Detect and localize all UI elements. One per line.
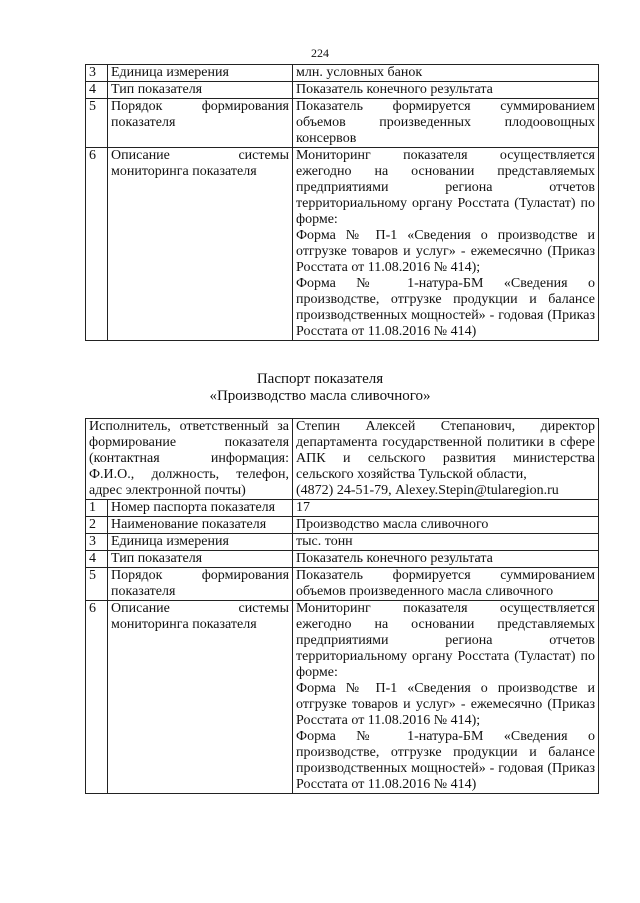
row-value: Показатель формируется суммированием объемов произведенного масла сливочного <box>293 568 599 601</box>
row-value: млн. условных банок <box>293 65 599 82</box>
row-label: Порядок формирования показателя <box>108 99 293 148</box>
page-number: 224 <box>311 46 329 60</box>
row-label: Описание системы мониторинга показателя <box>108 148 293 341</box>
row-value: Показатель конечного результата <box>293 551 599 568</box>
table-row <box>86 568 599 601</box>
row-number: 3 <box>86 534 108 551</box>
passport-heading <box>0 371 640 405</box>
table-row <box>86 65 599 82</box>
table-row <box>86 500 599 517</box>
table-row <box>86 517 599 534</box>
row-value: 17 <box>293 500 599 517</box>
row-label: Порядок формирования показателя <box>108 568 293 601</box>
row-label: Тип показателя <box>108 82 293 99</box>
row-number: 6 <box>86 601 108 794</box>
row-number: 3 <box>86 65 108 82</box>
row-number: 4 <box>86 82 108 99</box>
table-row <box>86 551 599 568</box>
indicator-passport-table <box>85 418 599 794</box>
executor-value: Степин Алексей Степанович, директор департамента государственной политики в сфере АПК и сельского развития министерства сельского хозяйства Тульской области, (4872) 24-51-79, Alexey.Stepin@tularegion.ru <box>293 419 599 500</box>
row-number: 2 <box>86 517 108 534</box>
passport-heading-line1: Паспорт показателя <box>256 371 384 387</box>
row-label: Описание системы мониторинга показателя <box>108 601 293 794</box>
row-label: Единица измерения <box>108 65 293 82</box>
row-value: Показатель формируется суммированием объемов произведенных плодоовощных консервов <box>293 99 599 148</box>
table-row <box>86 99 599 148</box>
row-label: Тип показателя <box>108 551 293 568</box>
passport-heading-line2: «Производство масла сливочного» <box>209 388 431 404</box>
row-label: Единица измерения <box>108 534 293 551</box>
executor-label: Исполнитель, ответственный за формирование показателя (контактная информация: Ф.И.О., должность, телефон, адрес электронной почты) <box>86 419 293 500</box>
table-row <box>86 148 599 341</box>
row-value: тыс. тонн <box>293 534 599 551</box>
row-number: 5 <box>86 99 108 148</box>
row-value: Мониторинг показателя осуществляется ежегодно на основании представляемых предприятиями региона отчетов территориальному органу Росстата (Туластат) по форме: Форма № П-1 «Сведения о производстве и отгрузке товаров и услуг» - ежемесячно (Приказ Росстата от 11.08.2016 № 414); Форма № 1-натура-БМ «Сведения о производстве, отгрузке продукции и балансе производственных мощностей» - годовая (Приказ Росстата от 11.08.2016 № 414) <box>293 601 599 794</box>
row-value: Мониторинг показателя осуществляется ежегодно на основании представляемых предприятиями региона отчетов территориальному органу Росстата (Туластат) по форме: Форма № П-1 «Сведения о производстве и отгрузке товаров и услуг» - ежемесячно (Приказ Росстата от 11.08.2016 № 414); Форма № 1-натура-БМ «Сведения о производстве, отгрузке продукции и балансе производственных мощностей» - годовая (Приказ Росстата от 11.08.2016 № 414) <box>293 148 599 341</box>
executor-row <box>86 419 599 500</box>
row-number: 6 <box>86 148 108 341</box>
row-number: 1 <box>86 500 108 517</box>
indicator-table-continued <box>85 64 599 341</box>
row-label: Наименование показателя <box>108 517 293 534</box>
table-row <box>86 534 599 551</box>
row-value: Показатель конечного результата <box>293 82 599 99</box>
row-number: 5 <box>86 568 108 601</box>
row-number: 4 <box>86 551 108 568</box>
table-row <box>86 601 599 794</box>
row-value: Производство масла сливочного <box>293 517 599 534</box>
row-label: Номер паспорта показателя <box>108 500 293 517</box>
table-row <box>86 82 599 99</box>
